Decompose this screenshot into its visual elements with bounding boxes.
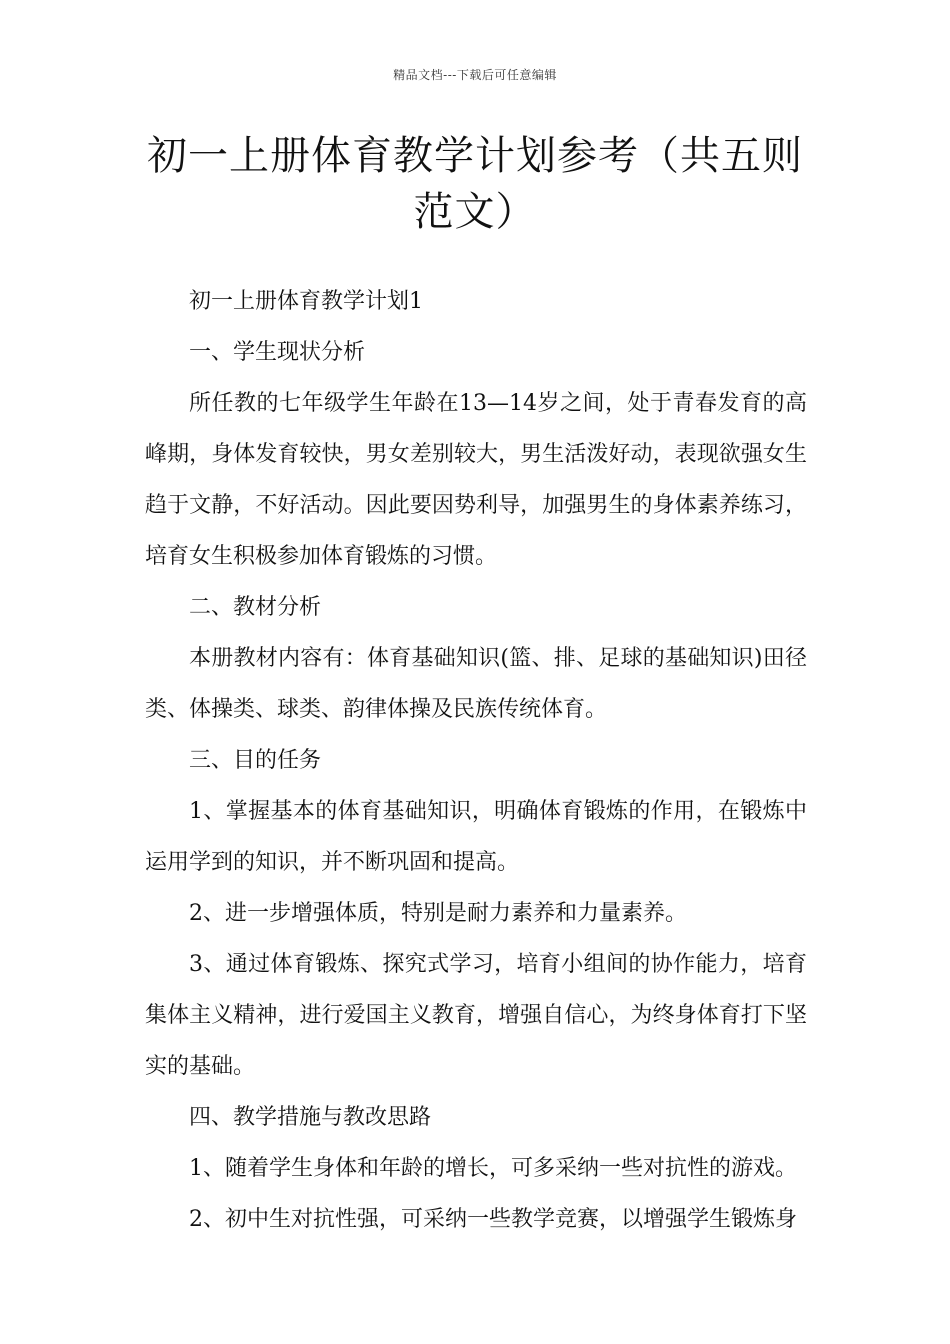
- paragraph-measure-2: 2、初中生对抗性强，可采纳一些教学竞赛，以增强学生锻炼身: [189, 1207, 797, 1232]
- section-heading-teaching-measures: 四、教学措施与教改思路: [189, 1105, 432, 1130]
- paragraph-student-analysis: 所任教的七年级学生年龄在13—14岁之间，处于青春发育的高峰期，身体发育较快，男女差别较大，男生活泼好动，表现欲强女生趋于文静，不好活动。因此要因势利导，加强男生的身体素养练习，培育女生积极参加体育锻炼的习惯。: [145, 391, 807, 569]
- paragraph-objective-3: 3、通过体育锻炼、探究式学习，培育小组间的协作能力，培育集体主义精神，进行爱国主义教育，增强自信心，为终身体育打下坚实的基础。: [145, 952, 807, 1079]
- section-heading-plan-1: 初一上册体育教学计划1: [189, 289, 423, 314]
- document-title: 初一上册体育教学计划参考（共五则范文）: [147, 133, 803, 235]
- paragraph-objective-1: 1、掌握基本的体育基础知识，明确体育锻炼的作用，在锻炼中运用学到的知识，并不断巩固和提高。: [145, 799, 807, 875]
- section-heading-textbook-analysis: 二、教材分析: [189, 595, 322, 620]
- section-heading-objectives: 三、目的任务: [189, 748, 322, 773]
- section-heading-student-analysis: 一、学生现状分析: [189, 340, 366, 365]
- document-body: [145, 276, 807, 1245]
- paragraph-measure-1: 1、随着学生身体和年龄的增长，可多采纳一些对抗性的游戏。: [189, 1156, 797, 1181]
- paragraph-objective-2: 2、进一步增强体质，特别是耐力素养和力量素养。: [189, 901, 687, 926]
- header-note: 精品文档---下载后可任意编辑: [393, 68, 557, 82]
- paragraph-textbook-analysis: 本册教材内容有：体育基础知识(篮、排、足球的基础知识)田径类、体操类、球类、韵律体操及民族传统体育。: [145, 646, 807, 722]
